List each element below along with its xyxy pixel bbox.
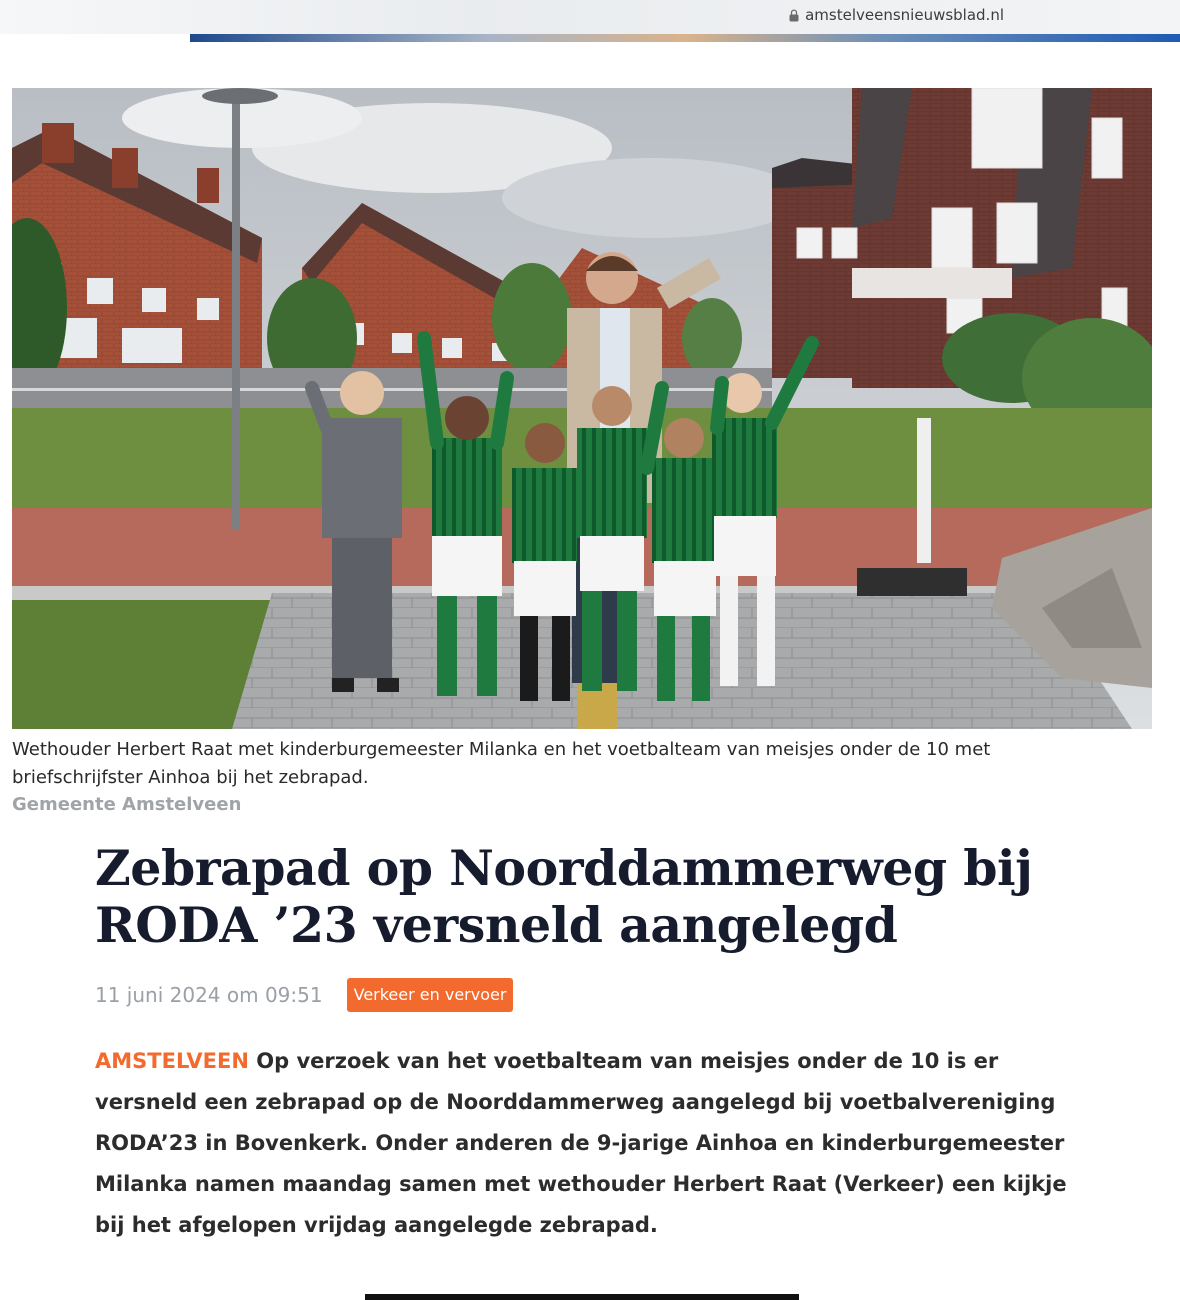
url-display[interactable] bbox=[789, 5, 1004, 25]
photo-credit: Gemeente Amstelveen bbox=[12, 794, 242, 815]
publish-date: 11 juni 2024 om 09:51 bbox=[95, 983, 323, 1007]
article-lead bbox=[95, 1041, 1080, 1246]
browser-address-bar[interactable] bbox=[0, 0, 1180, 34]
category-tag[interactable]: Verkeer en vervoer bbox=[347, 978, 514, 1012]
article-title: Zebrapad op Noorddammerweg bij RODA ’23 versneld aangelegd bbox=[95, 839, 1033, 954]
top-banner-strip bbox=[190, 34, 1180, 42]
photo-caption: Wethouder Herbert Raat met kinderburgemeester Milanka en het voetbalteam van meisjes onder de 10 met briefschrijfster Ainhoa bij het zebrapad. bbox=[12, 739, 991, 788]
lead-text: Op verzoek van het voetbalteam van meisjes onder de 10 is er versneld een zebrapad op de Noorddammerweg aangelegd bij voetbalvereniging RODA’23 in Bovenkerk. Onder anderen de 9-jarige Ainhoa en kinderburgemeester Milanka namen maandag samen met wethouder Herbert Raat (Verkeer) een kijkje bij het afgelopen vrijdag aangelegde zebrapad. bbox=[95, 1049, 1067, 1237]
article-hero-photo[interactable] bbox=[12, 88, 1152, 729]
url-text: amstelveensnieuwsblad.nl bbox=[805, 6, 1004, 24]
lock-icon bbox=[789, 9, 799, 22]
photo-illustration bbox=[12, 88, 1152, 729]
embedded-media[interactable] bbox=[365, 1294, 799, 1300]
article-meta bbox=[95, 978, 513, 1012]
dateline: AMSTELVEEN bbox=[95, 1049, 249, 1073]
